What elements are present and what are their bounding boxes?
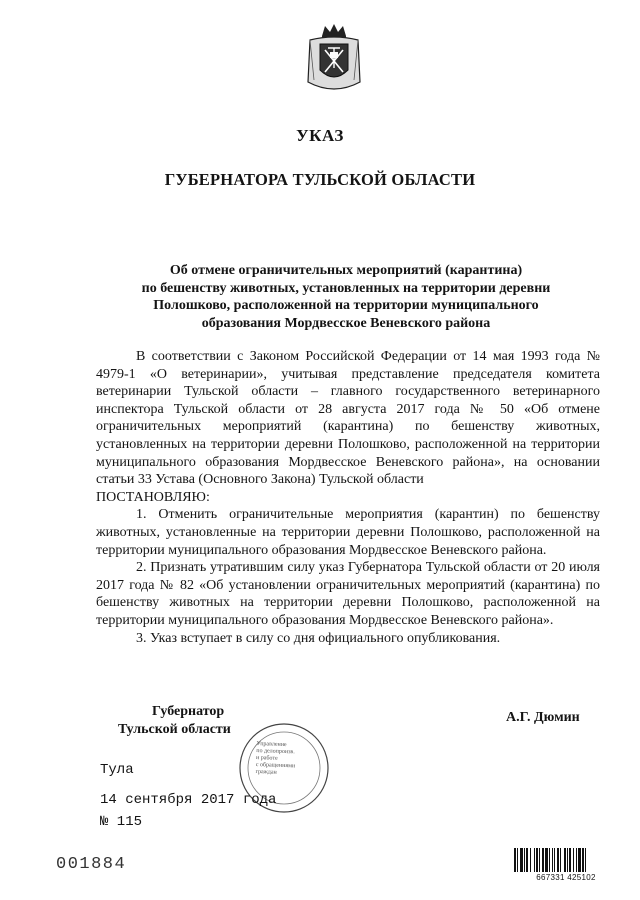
stamp-line: граждан xyxy=(255,768,277,776)
barcode-number: 667331 425102 xyxy=(536,873,596,882)
signatory-position-line2: Тульской области xyxy=(118,722,231,737)
document-type-title: УКАЗ xyxy=(296,126,344,145)
signatory-name: А.Г. Дюмин xyxy=(506,710,580,725)
subject-line: Полошково, расположенной на территории муниципального xyxy=(153,298,539,313)
stamp-line: по делопроизв. xyxy=(256,747,295,756)
issue-date: 14 сентября 2017 года xyxy=(100,792,277,808)
signatory-position xyxy=(118,703,231,739)
decree-body xyxy=(96,348,600,647)
subject-line: Об отмене ограничительных мероприятий (карантина) xyxy=(169,263,523,278)
decree-word: ПОСТАНОВЛЯЮ: xyxy=(96,489,210,505)
stamp-text xyxy=(255,741,314,778)
decree-item-3: 3. Указ вступает в силу со дня официального опубликования. xyxy=(136,630,501,646)
barcode xyxy=(514,848,618,872)
coat-of-arms-emblem xyxy=(304,22,364,98)
decree-item-1: 1. Отменить ограничительные мероприятия (карантин) по бешенству животных, установленные на территории деревни Полошково, расположенной на территории муниципального образования Мордвесское Веневского района. xyxy=(96,507,600,558)
subject-line: образования Мордвесское Веневского района xyxy=(201,315,491,331)
signatory-position-line1: Губернатор xyxy=(152,704,225,719)
stamp-line: Управление xyxy=(256,740,287,749)
subject-line: по бешенству животных, установленных на территории деревни xyxy=(141,280,551,296)
decree-item-2: 2. Признать утратившим силу указ Губернатора Тульской области от 20 июля 2017 года № 82 «Об установлении ограничительных мероприятий (карантина) по бешенству животных на территории деревни Полошково, расположенной на территории муниципального образования Мордвесское Веневского района». xyxy=(96,560,600,628)
preamble-paragraph: В соответствии с Законом Российской Федерации от 14 мая 1993 года № 4979-1 «О ветеринарии», учитывая представление председателя комитета ветеринарии Тульской области – главного государственного ветеринарного инспектора Тульской области от 28 августа 2017 года № 50 «Об отмене ограничительных мероприятий (карантина) по бешенству животных, установленных на территории деревни Полошково, расположенной на территории муниципального образования Мордвесское Веневского района», на основании статьи 33 Устава (Основного Закона) Тульской области xyxy=(96,349,600,488)
stamp-line: с обращениями xyxy=(255,761,296,770)
decree-number: № 115 xyxy=(100,814,143,830)
issue-city: Тула xyxy=(100,762,134,778)
serial-number: 001884 xyxy=(56,855,127,874)
issuer-title: ГУБЕРНАТОРА ТУЛЬСКОЙ ОБЛАСТИ xyxy=(164,170,476,189)
stamp-line: и работе xyxy=(255,754,278,762)
decree-subject xyxy=(96,262,596,332)
